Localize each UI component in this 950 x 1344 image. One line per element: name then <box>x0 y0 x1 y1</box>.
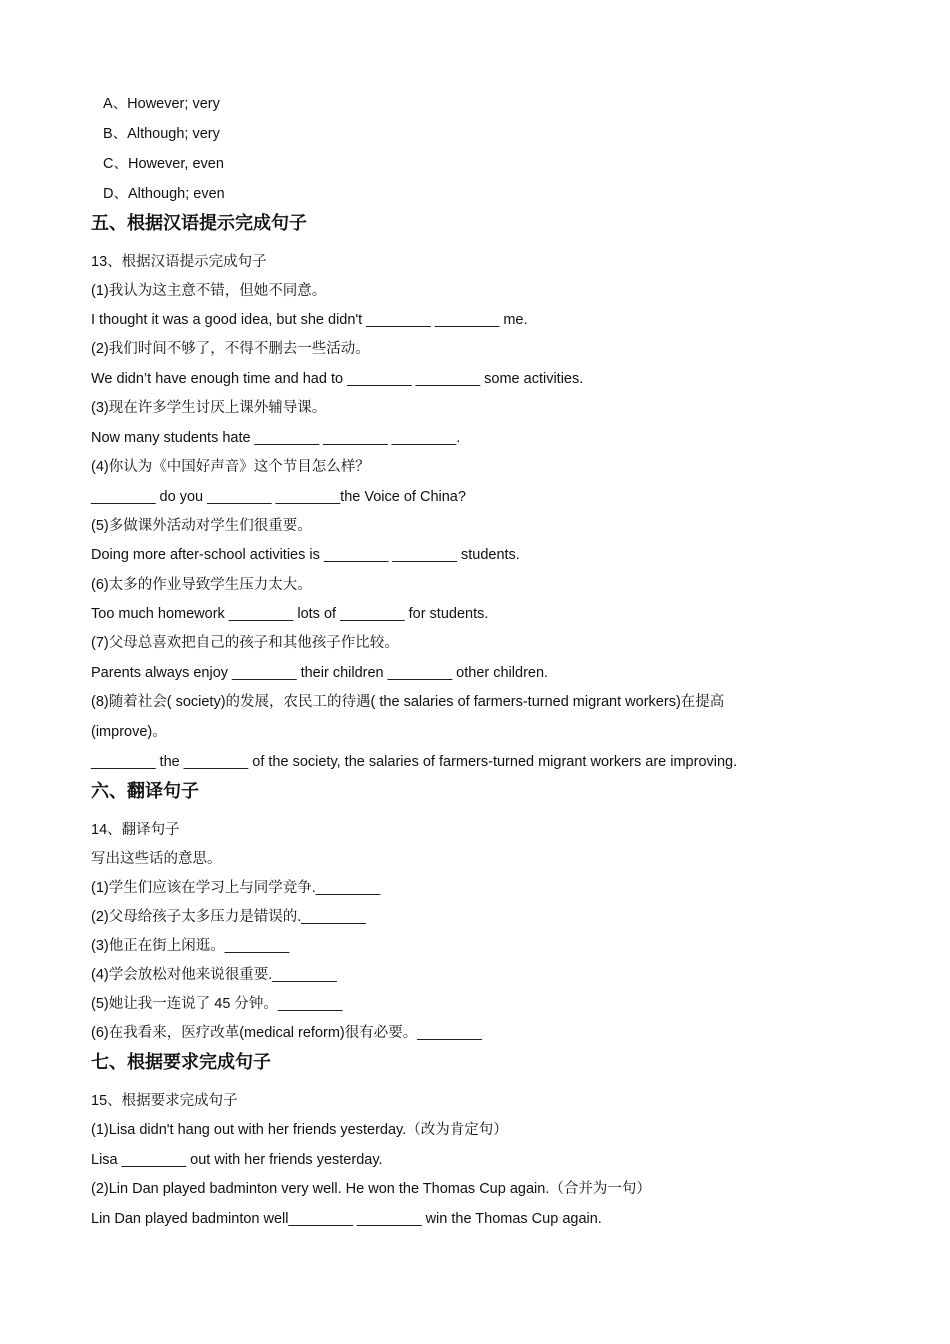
question-line: (4)你认为《中国好声音》这个节目怎么样？ <box>91 459 370 475</box>
question-line: ________ the ________ of the society, the salaries of farmers-turned migrant workers are improving. <box>91 754 738 770</box>
question-line: (8)随着社会( society)的发展，农民工的待遇( the salaries of farmers-turned migrant workers)在提高 <box>91 694 725 710</box>
question-line: (6)在我看来，医疗改革(medical reform)很有必要。________ <box>91 1025 482 1041</box>
section-heading: 五、根据汉语提示完成句子 <box>91 213 307 233</box>
question-line: Lin Dan played badminton well________ ________ win the Thomas Cup again. <box>91 1211 602 1227</box>
section-heading: 七、根据要求完成句子 <box>91 1052 271 1072</box>
question-title: 14、翻译句子 <box>91 822 180 838</box>
question-line: (3)现在许多学生讨厌上课外辅导课。 <box>91 400 327 416</box>
question-line: (1)Lisa didn't hang out with her friends yesterday.（改为肯定句） <box>91 1122 508 1138</box>
question-line: Doing more after-school activities is ________ ________ students. <box>91 547 520 563</box>
question-line: Lisa ________ out with her friends yesterday. <box>91 1152 383 1168</box>
question-line: (6)太多的作业导致学生压力太大。 <box>91 577 312 593</box>
question-line: 写出这些话的意思。 <box>91 851 222 867</box>
question-line: (5)她让我一连说了 45 分钟。________ <box>91 996 343 1012</box>
option-b: B、Although; very <box>103 126 220 142</box>
question-line: (4)学会放松对他来说很重要.________ <box>91 967 337 983</box>
question-line: (3)他正在街上闲逛。________ <box>91 938 290 954</box>
question-line: Parents always enjoy ________ their children ________ other children. <box>91 665 549 681</box>
question-line: (2)Lin Dan played badminton very well. He won the Thomas Cup again.（合并为一句） <box>91 1181 651 1197</box>
question-line: I thought it was a good idea, but she didn't ________ ________ me. <box>91 312 528 328</box>
question-line: Too much homework ________ lots of ________ for students. <box>91 606 489 622</box>
question-title: 15、根据要求完成句子 <box>91 1093 238 1109</box>
question-line: (1)我认为这主意不错，但她不同意。 <box>91 283 327 299</box>
option-d: D、Although; even <box>103 186 225 202</box>
question-title: 13、根据汉语提示完成句子 <box>91 254 267 270</box>
option-c: C、However, even <box>103 156 224 172</box>
question-line: (improve)。 <box>91 724 167 740</box>
question-line: Now many students hate ________ ________ ________. <box>91 430 461 446</box>
question-line: (1)学生们应该在学习上与同学竞争.________ <box>91 880 381 896</box>
question-line: (5)多做课外活动对学生们很重要。 <box>91 518 312 534</box>
question-line: (2)父母给孩子太多压力是错误的.________ <box>91 909 366 925</box>
question-line: We didn’t have enough time and had to ________ ________ some activities. <box>91 371 584 387</box>
question-line: (7)父母总喜欢把自己的孩子和其他孩子作比较。 <box>91 635 399 651</box>
option-a: A、However; very <box>103 96 220 112</box>
question-line: (2)我们时间不够了，不得不删去一些活动。 <box>91 341 370 357</box>
section-heading: 六、翻译句子 <box>91 781 199 801</box>
question-line: ________ do you ________ ________the Voice of China? <box>91 489 466 505</box>
